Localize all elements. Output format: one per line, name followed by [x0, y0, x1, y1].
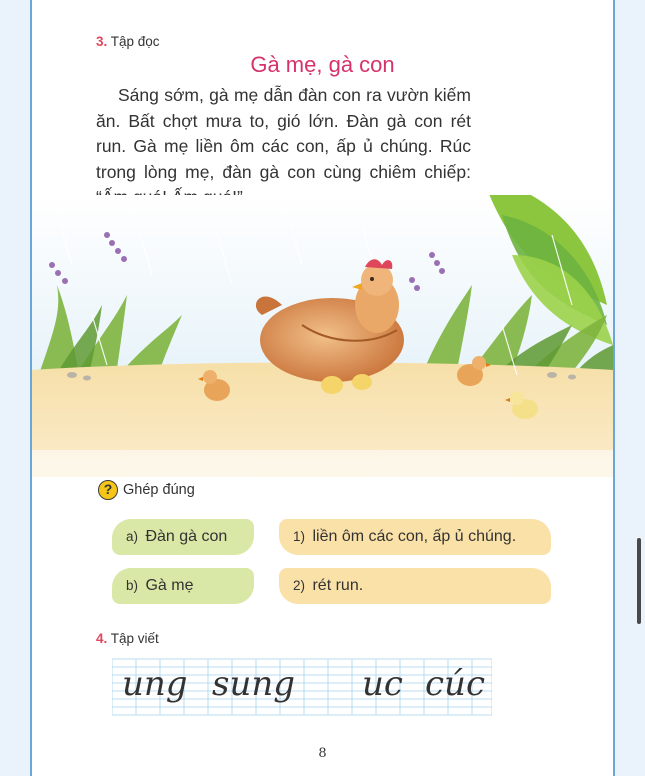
section-4-heading [96, 631, 159, 646]
match-right-2[interactable]: 2) rét run. [279, 568, 551, 604]
section-4-label: Tập viết [110, 631, 159, 646]
exercise-label: Ghép đúng [123, 482, 195, 498]
writing-word-1: ung [122, 664, 188, 704]
section-4-number: 4. [96, 631, 108, 646]
match-right-1[interactable]: 1) liền ôm các con, ấp ủ chúng. [279, 519, 551, 555]
section-3-label: Tập đọc [110, 34, 160, 49]
section-3-number: 3. [96, 34, 108, 49]
handwriting-grid [112, 655, 492, 716]
hen-and-chicks-illustration [32, 195, 613, 477]
writing-word-4: cúc [425, 664, 485, 704]
viewer-right-margin [615, 0, 645, 776]
match-left-a[interactable]: a) Đàn gà con [112, 519, 254, 555]
match-left-b[interactable]: b) Gà mẹ [112, 568, 254, 604]
viewer-left-margin [0, 0, 30, 776]
writing-word-3: uc [362, 664, 403, 704]
page-right-border [613, 0, 615, 776]
section-3-heading [96, 34, 160, 49]
question-icon: ? [98, 480, 118, 500]
vertical-scrollbar-thumb[interactable] [637, 538, 641, 624]
page-number: 8 [318, 746, 327, 761]
story-title: Gà mẹ, gà con [250, 52, 395, 77]
story-text: Sáng sớm, gà mẹ dẫn đàn con ra vườn kiếm ăn. Bất chợt mưa to, gió lớn. Đàn gà con rét run. Gà mẹ liền ôm các con, ấp ủ chúng. Rúc trong lòng mẹ, đàn gà con cùng chiêm chiếp: [96, 85, 471, 182]
textbook-page [32, 0, 613, 776]
writing-word-2: sung [212, 664, 296, 704]
